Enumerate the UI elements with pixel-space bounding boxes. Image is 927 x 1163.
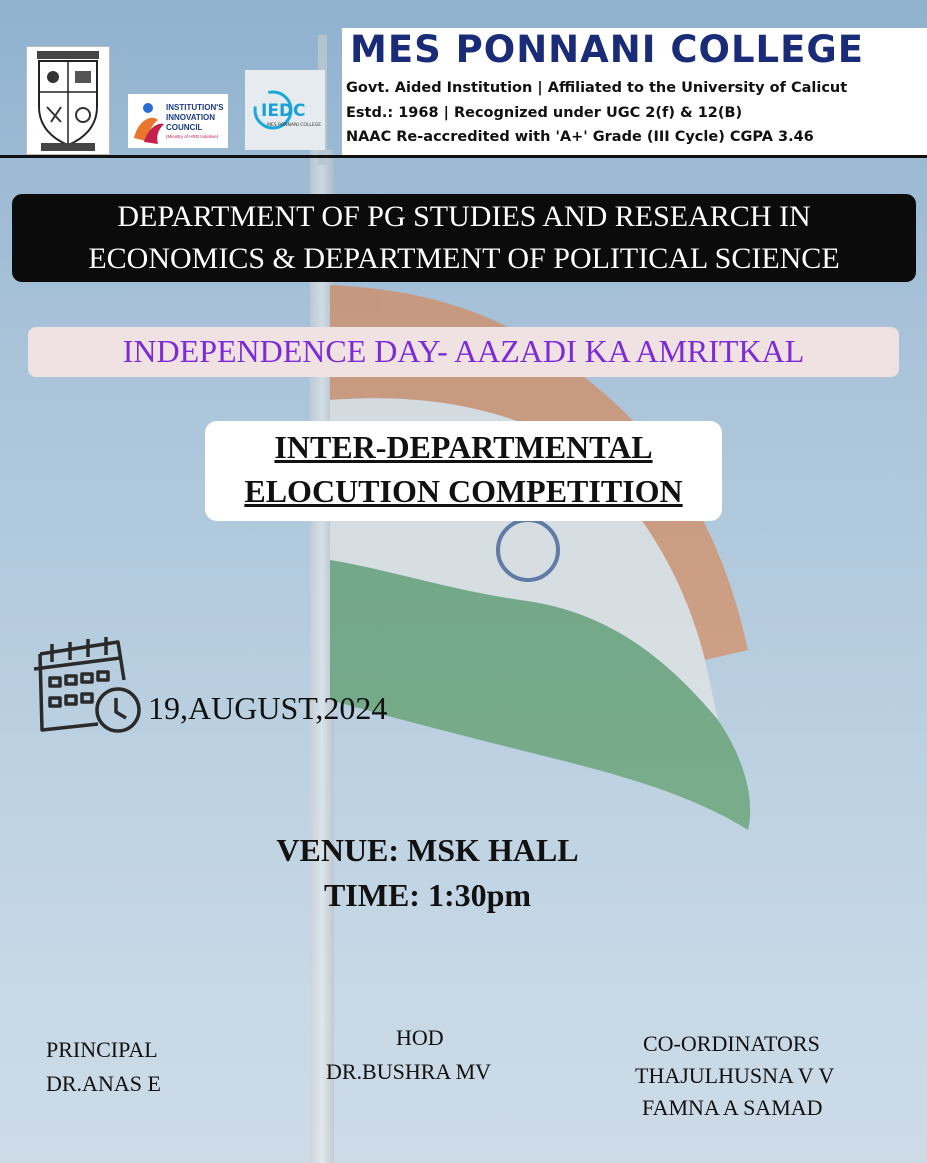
principal-name: DR.ANAS E <box>46 1071 161 1096</box>
hod-title: HOD <box>396 1025 444 1050</box>
college-name: MES PONNANI COLLEGE <box>350 28 865 71</box>
department-line-2: ECONOMICS & DEPARTMENT OF POLITICAL SCIENCE <box>88 242 840 275</box>
coordinator-name: THAJULHUSNA V V <box>635 1063 835 1088</box>
principal-title: PRINCIPAL <box>46 1037 158 1062</box>
department-line-1: DEPARTMENT OF PG STUDIES AND RESEARCH IN <box>117 200 811 233</box>
iic-logo-text: COUNCIL <box>166 123 203 132</box>
iedc-logo-subtitle: MES PONNANI COLLEGE <box>267 123 322 128</box>
iedc-logo <box>245 70 325 150</box>
iic-logo-text: INSTITUTION'S <box>166 103 224 112</box>
title-line-1: INTER-DEPARTMENTAL <box>274 429 653 465</box>
event-time: TIME: 1:30pm <box>323 877 532 913</box>
title-line-2: ELOCUTION COMPETITION <box>244 473 683 509</box>
college-accreditation: NAAC Re-accredited with 'A+' Grade (III Cycle) CGPA 3.46 <box>346 129 814 145</box>
coordinators-title: CO-ORDINATORS <box>643 1031 820 1056</box>
college-info <box>342 28 927 155</box>
iic-logo-text: INNOVATION <box>166 113 216 122</box>
department-banner <box>12 194 916 282</box>
header-divider <box>0 155 927 158</box>
event-date: 19,AUGUST,2024 <box>148 690 388 726</box>
coordinator-name: FAMNA A SAMAD <box>642 1095 823 1120</box>
college-affiliation: Govt. Aided Institution | Affiliated to the University of Calicut <box>346 80 848 96</box>
event-venue: VENUE: MSK HALL <box>276 832 579 868</box>
university-emblem-icon <box>26 46 110 155</box>
competition-title <box>205 421 722 521</box>
calendar-clock-icon <box>26 636 142 736</box>
iic-logo <box>128 94 228 148</box>
iic-logo-text: (Ministry of HRD Initiative) <box>166 134 219 139</box>
iedc-logo-title: IEDC <box>261 101 306 121</box>
event-theme: INDEPENDENCE DAY- AAZADI KA AMRITKAL <box>28 327 899 377</box>
hod-name: DR.BUSHRA MV <box>326 1059 492 1084</box>
college-established: Estd.: 1968 | Recognized under UGC 2(f) & 12(B) <box>346 105 743 121</box>
